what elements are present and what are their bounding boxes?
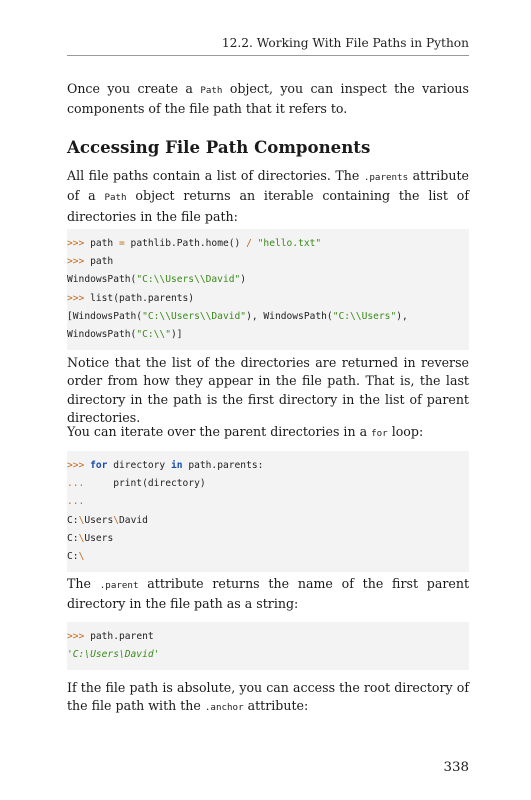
code-block-parent [67, 622, 469, 670]
code-line: [WindowsPath("C:\\Users\\David"), WindowsPath("C:\\Users"), [67, 310, 408, 322]
anchor-paragraph: If the file path is absolute, you can access the root directory of the file path with the .anchor attribute: [67, 680, 469, 714]
inline-code-parent: .parent [99, 580, 139, 591]
code-line: C:\Users [67, 532, 114, 544]
code-line: >>> list(path.parents) [67, 292, 195, 304]
section-title: Accessing File Path Components [67, 137, 371, 157]
parents-paragraph: All file paths contain a list of directories. The .parents attribute of a Path object returns an iterable containing the list of directories in the file path: [67, 168, 469, 224]
inline-code-path: Path [104, 192, 127, 204]
code-line: WindowsPath("C:\\")] [67, 328, 183, 340]
inline-code-path: Path [200, 85, 223, 96]
iterate-paragraph: You can iterate over the parent directories in a for loop: [67, 424, 424, 439]
code-line: >>> for directory in path.parents: [67, 460, 264, 471]
header-rule [67, 55, 469, 56]
intro-paragraph: Once you create a Path object, you can inspect the various components of the file path that it refers to. [67, 81, 469, 117]
page-number: 338 [443, 760, 469, 775]
code-block-parents [67, 229, 469, 350]
parent-paragraph: The .parent attribute returns the name of the first parent directory in the file path as a string: [67, 576, 470, 612]
code-line: 'C:\Users\David' [67, 649, 160, 661]
code-line: C:\Users\David [67, 514, 148, 526]
code-block-loop [67, 451, 469, 572]
code-line: >>> path = pathlib.Path.home() / "hello.txt" [67, 238, 322, 249]
code-line: ... [67, 496, 85, 508]
code-line: >>> path.parent [67, 631, 154, 642]
inline-code-anchor: .anchor [204, 702, 244, 714]
inline-code-for: for [371, 428, 388, 439]
inline-code-parents: .parents [363, 172, 409, 183]
running-header: 12.2. Working With File Paths in Python [221, 36, 469, 50]
code-line: ... print(directory) [67, 478, 206, 490]
code-line: WindowsPath("C:\\Users\\David") [67, 274, 247, 286]
reverse-order-paragraph: Notice that the list of the directories are returned in reverse order from how they appear in the file path. That is, the last directory in the path is the first directory in the list of parent directories. [67, 355, 469, 426]
code-line: >>> path [67, 256, 114, 268]
code-line: C:\ [67, 550, 85, 562]
